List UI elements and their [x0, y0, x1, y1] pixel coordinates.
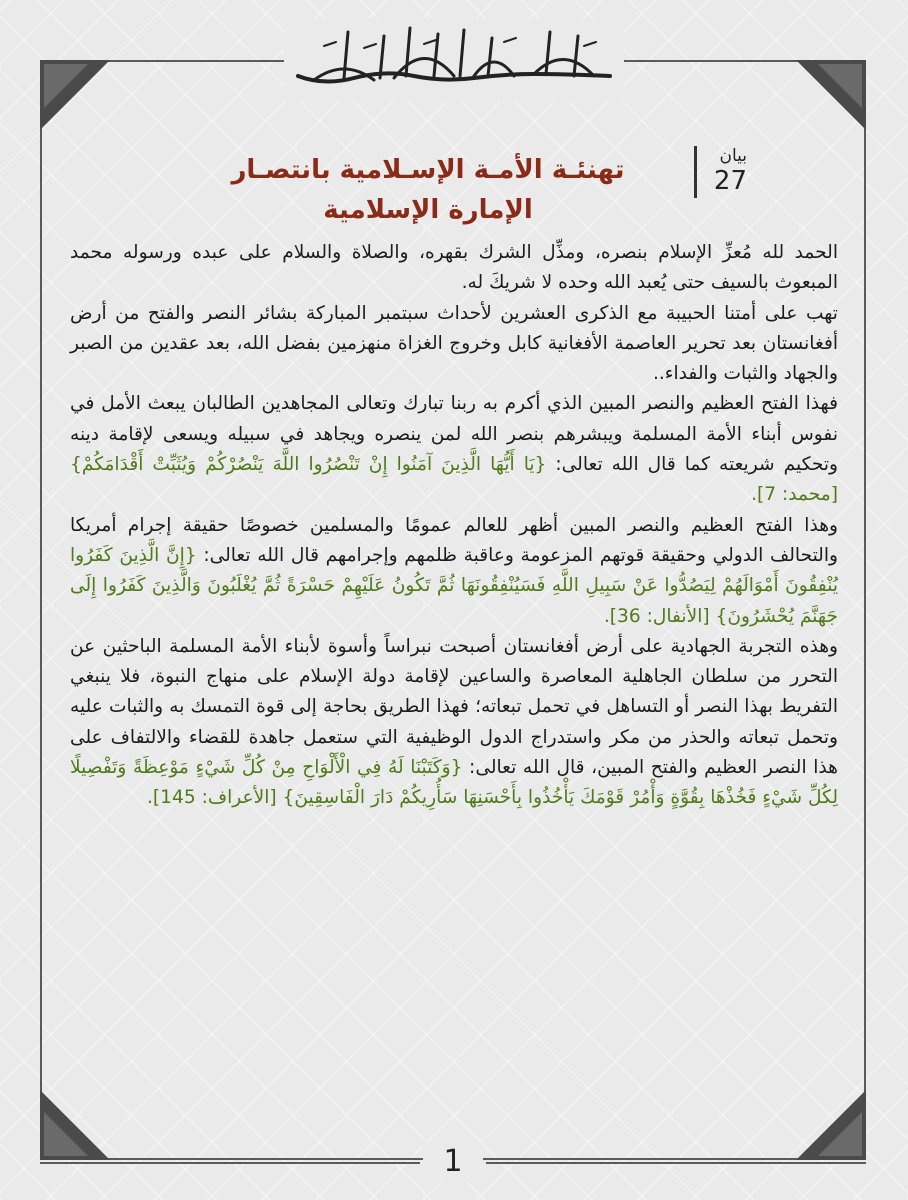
quran-verse: {وَكَتَبْنَا لَهُ فِي الْأَلْوَاحِ مِنْ كُلِّ شَيْءٍ مَوْعِظَةً وَتَفْصِيلًا لِكُلِّ شَيْءٍ فَخُذْهَا بِقُوَّةٍ وَأْمُرْ قَوْمَكَ يَأْخُذُوا بِأَحْسَنِهَا سَأُرِيكُمْ دَارَ الْفَاسِقِينَ} [الأعراف: 145]. [70, 757, 838, 809]
corner-ornament-top-right [796, 60, 866, 130]
page-number: 1 [423, 1142, 483, 1182]
title-line-2: الإمارة الإسلامية [323, 195, 533, 225]
footer-divider-right [486, 1162, 866, 1164]
quran-verse: {يَا أَيُّهَا الَّذِينَ آمَنُوا إِنْ تَنْصُرُوا اللَّهَ يَنْصُرْكُمْ وَيُثَبِّتْ أَقْدَامَكُمْ} [محمد: 7]. [70, 454, 838, 506]
paragraph-2: تهب على أمتنا الحبيبة مع الذكرى العشرين لأحداث سبتمبر المباركة بشائر النصر والفتح من أرض أفغانستان بعد تحرير العاصمة الأفغانية كابل وخروج الغزاة منهزمين بفضل الله، بعد عقدين من الصبر والجهاد والثبات والفداء.. [70, 302, 838, 385]
paragraph-3-text: فهذا الفتح العظيم والنصر المبين الذي أكرم به ربنا تبارك وتعالى المجاهدين الطالبان يبعث الأمل في نفوس أبناء الأمة المسلمة ويبشرهم بنصر الله لمن ينصره ويجاهد في سبيله ويسعى لإقامة دينه وتحكيم شريعته كما قال الله تعالى: [70, 393, 839, 476]
basmala-calligraphy [284, 18, 624, 102]
paragraph-4-text: وهذا الفتح العظيم والنصر المبين أظهر للعالم عمومًا والمسلمين خصوصًا حقيقة إجرام أمريكا والتحالف الدولي وحقيقة قوتهم المزعومة وعاقبة ظلمهم وإجرامهم قال الله تعالى: [70, 514, 838, 566]
statement-number-box [694, 146, 757, 198]
statement-body [70, 238, 838, 1058]
paragraph-1: الحمد لله مُعزِّ الإسلام بنصره، ومذِّل الشرك بقهره، والصلاة والسلام على عبده ورسوله محمد المبعوث بالسيف حتى يُعبد الله وحده لا شريكَ له. [70, 242, 838, 294]
statement-number: 27 [713, 166, 747, 196]
paragraph-3 [70, 389, 838, 510]
page-title [180, 150, 676, 230]
paragraph-4 [70, 511, 838, 632]
quran-verse: {إِنَّ الَّذِينَ كَفَرُوا يُنْفِقُونَ أَمْوَالَهُمْ لِيَصُدُّوا عَنْ سَبِيلِ اللَّهِ فَسَيُنْفِقُونَهَا ثُمَّ تَكُونُ عَلَيْهِمْ حَسْرَةً ثُمَّ يُغْلَبُونَ وَالَّذِينَ كَفَرُوا إِلَى جَهَنَّمَ يُحْشَرُونَ} [الأنفال: 36]. [70, 544, 838, 627]
page-footer [40, 1142, 866, 1182]
basmala-calligraphy-graphic [284, 18, 624, 102]
title-line-1: تهنئـة الأمـة الإسـلامية بانتصـار [231, 155, 625, 185]
corner-ornament-top-left [40, 60, 110, 130]
paragraph-5-text: وهذه التجربة الجهادية على أرض أفغانستان أصبحت نبراساً وأسوة لأبناء الأمة المسلمة الباحثين عن التحرر من سلطان الجاهلية المعاصرة والساعين لإقامة دولة الإسلام على منهاج النبوة، فلا ينبغي التفريط بهذا النصر أو التساهل في تحمل تبعاته؛ فهذا الطريق بحاجة إلى قوة التمسك به والثبات عليه وتحمل تبعاته والحذر من مكر واستدراج الدول الوظيفية التي ستعمل جاهدة للقضاء والالتفاف على هذا النصر العظيم والفتح المبين، قال الله تعالى: [70, 635, 838, 779]
statement-label: بيان [719, 146, 747, 166]
footer-divider-left [40, 1162, 420, 1164]
paragraph-5 [70, 632, 838, 814]
